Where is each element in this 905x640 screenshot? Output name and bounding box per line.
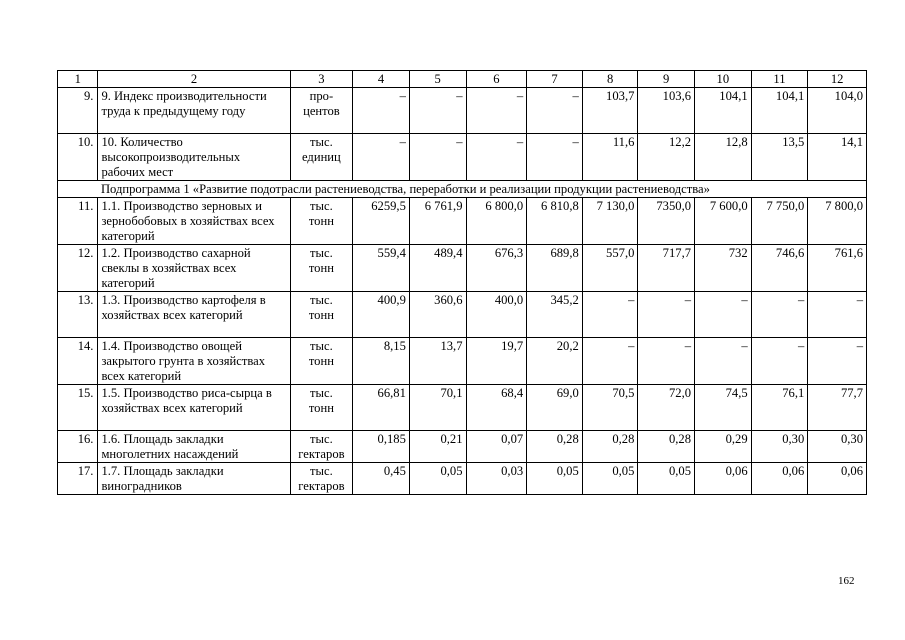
value-cell: 0,30 [751, 431, 808, 463]
header-cell: 4 [353, 71, 410, 88]
value-cell: 557,0 [582, 245, 638, 292]
value-cell: 104,0 [808, 88, 867, 134]
value-cell: 70,5 [582, 385, 638, 431]
value-cell: 12,8 [695, 134, 752, 181]
value-cell: – [751, 292, 808, 338]
header-cell: 3 [290, 71, 353, 88]
value-cell: 69,0 [527, 385, 583, 431]
value-cell: 0,45 [353, 463, 410, 495]
value-cell: 7 600,0 [695, 198, 752, 245]
value-cell: 103,6 [638, 88, 695, 134]
value-cell: 103,7 [582, 88, 638, 134]
value-cell: – [466, 88, 527, 134]
value-cell: 400,9 [353, 292, 410, 338]
value-cell: 13,7 [409, 338, 466, 385]
value-cell: 0,06 [751, 463, 808, 495]
value-cell: 400,0 [466, 292, 527, 338]
value-cell: 489,4 [409, 245, 466, 292]
value-cell: 7 130,0 [582, 198, 638, 245]
unit-cell: тыс. тонн [290, 292, 353, 338]
value-cell: – [695, 292, 752, 338]
indicator-name-cell: 1.2. Производство сахарной свеклы в хозяйствах всех категорий [98, 245, 290, 292]
row-number-cell: 12. [58, 245, 98, 292]
value-cell: 6 800,0 [466, 198, 527, 245]
unit-cell: про- центов [290, 88, 353, 134]
indicator-name-cell: 10. Количество высокопроизводительных рабочих мест [98, 134, 290, 181]
indicator-name-cell: 1.4. Производство овощей закрытого грунта в хозяйствах всех категорий [98, 338, 290, 385]
row-number-cell: 16. [58, 431, 98, 463]
value-cell: 77,7 [808, 385, 867, 431]
value-cell: 6259,5 [353, 198, 410, 245]
unit-cell: тыс. единиц [290, 134, 353, 181]
header-cell: 12 [808, 71, 867, 88]
table-row [58, 88, 867, 134]
value-cell: – [353, 134, 410, 181]
value-cell: 676,3 [466, 245, 527, 292]
header-cell: 9 [638, 71, 695, 88]
header-cell: 8 [582, 71, 638, 88]
value-cell: – [751, 338, 808, 385]
value-cell: – [353, 88, 410, 134]
row-number-cell: 13. [58, 292, 98, 338]
value-cell: 0,185 [353, 431, 410, 463]
page-number: 162 [838, 575, 855, 587]
unit-cell: тыс. гектаров [290, 431, 353, 463]
value-cell: 0,06 [808, 463, 867, 495]
unit-cell: тыс. тонн [290, 198, 353, 245]
value-cell: 345,2 [527, 292, 583, 338]
indicator-name-cell: 1.5. Производство риса-сырца в хозяйствах всех категорий [98, 385, 290, 431]
table-row [58, 431, 867, 463]
value-cell: 0,03 [466, 463, 527, 495]
indicator-name-cell: 1.1. Производство зерновых и зернобобовых в хозяйствах всех категорий [98, 198, 290, 245]
value-cell: 12,2 [638, 134, 695, 181]
unit-cell: тыс. гектаров [290, 463, 353, 495]
unit-cell: тыс. тонн [290, 245, 353, 292]
subprogram-row [58, 181, 867, 198]
value-cell: 0,05 [582, 463, 638, 495]
header-cell: 5 [409, 71, 466, 88]
table-row [58, 463, 867, 495]
row-number-cell: 11. [58, 198, 98, 245]
value-cell: 70,1 [409, 385, 466, 431]
value-cell: 19,7 [466, 338, 527, 385]
subprogram-title: Подпрограмма 1 «Развитие подотрасли растениеводства, переработки и реализации продукции растениеводства» [98, 181, 867, 198]
value-cell: 8,15 [353, 338, 410, 385]
value-cell: – [409, 88, 466, 134]
value-cell: 14,1 [808, 134, 867, 181]
table-row [58, 385, 867, 431]
table-row [58, 338, 867, 385]
value-cell: 11,6 [582, 134, 638, 181]
value-cell: – [466, 134, 527, 181]
value-cell: 732 [695, 245, 752, 292]
value-cell: – [808, 338, 867, 385]
value-cell: 0,05 [409, 463, 466, 495]
table-row [58, 134, 867, 181]
value-cell: 761,6 [808, 245, 867, 292]
value-cell: 66,81 [353, 385, 410, 431]
value-cell: 6 761,9 [409, 198, 466, 245]
value-cell: – [409, 134, 466, 181]
row-number-cell: 15. [58, 385, 98, 431]
value-cell: 0,28 [638, 431, 695, 463]
value-cell: – [582, 292, 638, 338]
indicator-name-cell: 1.3. Производство картофеля в хозяйствах всех категорий [98, 292, 290, 338]
value-cell: 104,1 [695, 88, 752, 134]
value-cell: 717,7 [638, 245, 695, 292]
value-cell: 0,05 [638, 463, 695, 495]
header-cell: 2 [98, 71, 290, 88]
row-number-cell: 10. [58, 134, 98, 181]
unit-cell: тыс. тонн [290, 338, 353, 385]
value-cell: 0,29 [695, 431, 752, 463]
value-cell: 72,0 [638, 385, 695, 431]
header-cell: 1 [58, 71, 98, 88]
value-cell: 20,2 [527, 338, 583, 385]
value-cell: 104,1 [751, 88, 808, 134]
value-cell: – [582, 338, 638, 385]
value-cell: 7350,0 [638, 198, 695, 245]
table-row [58, 292, 867, 338]
table-row [58, 198, 867, 245]
value-cell: – [808, 292, 867, 338]
header-cell: 11 [751, 71, 808, 88]
header-row [58, 71, 867, 88]
subprogram-empty-cell [58, 181, 98, 198]
value-cell: 0,28 [582, 431, 638, 463]
value-cell: 0,07 [466, 431, 527, 463]
value-cell: 7 750,0 [751, 198, 808, 245]
header-cell: 6 [466, 71, 527, 88]
table-row [58, 245, 867, 292]
value-cell: 68,4 [466, 385, 527, 431]
indicator-name-cell: 1.7. Площадь закладки виноградников [98, 463, 290, 495]
header-cell: 10 [695, 71, 752, 88]
value-cell: 0,05 [527, 463, 583, 495]
header-cell: 7 [527, 71, 583, 88]
row-number-cell: 14. [58, 338, 98, 385]
value-cell: 6 810,8 [527, 198, 583, 245]
value-cell: – [695, 338, 752, 385]
value-cell: 689,8 [527, 245, 583, 292]
value-cell: – [527, 88, 583, 134]
value-cell: – [638, 338, 695, 385]
value-cell: 76,1 [751, 385, 808, 431]
indicator-name-cell: 1.6. Площадь закладки многолетних насаждений [98, 431, 290, 463]
value-cell: 7 800,0 [808, 198, 867, 245]
value-cell: 74,5 [695, 385, 752, 431]
row-number-cell: 9. [58, 88, 98, 134]
unit-cell: тыс. тонн [290, 385, 353, 431]
value-cell: 360,6 [409, 292, 466, 338]
value-cell: 559,4 [353, 245, 410, 292]
value-cell: 13,5 [751, 134, 808, 181]
value-cell: – [638, 292, 695, 338]
indicators-table [57, 70, 867, 495]
value-cell: 0,06 [695, 463, 752, 495]
row-number-cell: 17. [58, 463, 98, 495]
value-cell: – [527, 134, 583, 181]
value-cell: 0,21 [409, 431, 466, 463]
indicator-name-cell: 9. Индекс производительности труда к предыдущему году [98, 88, 290, 134]
value-cell: 0,28 [527, 431, 583, 463]
value-cell: 0,30 [808, 431, 867, 463]
value-cell: 746,6 [751, 245, 808, 292]
